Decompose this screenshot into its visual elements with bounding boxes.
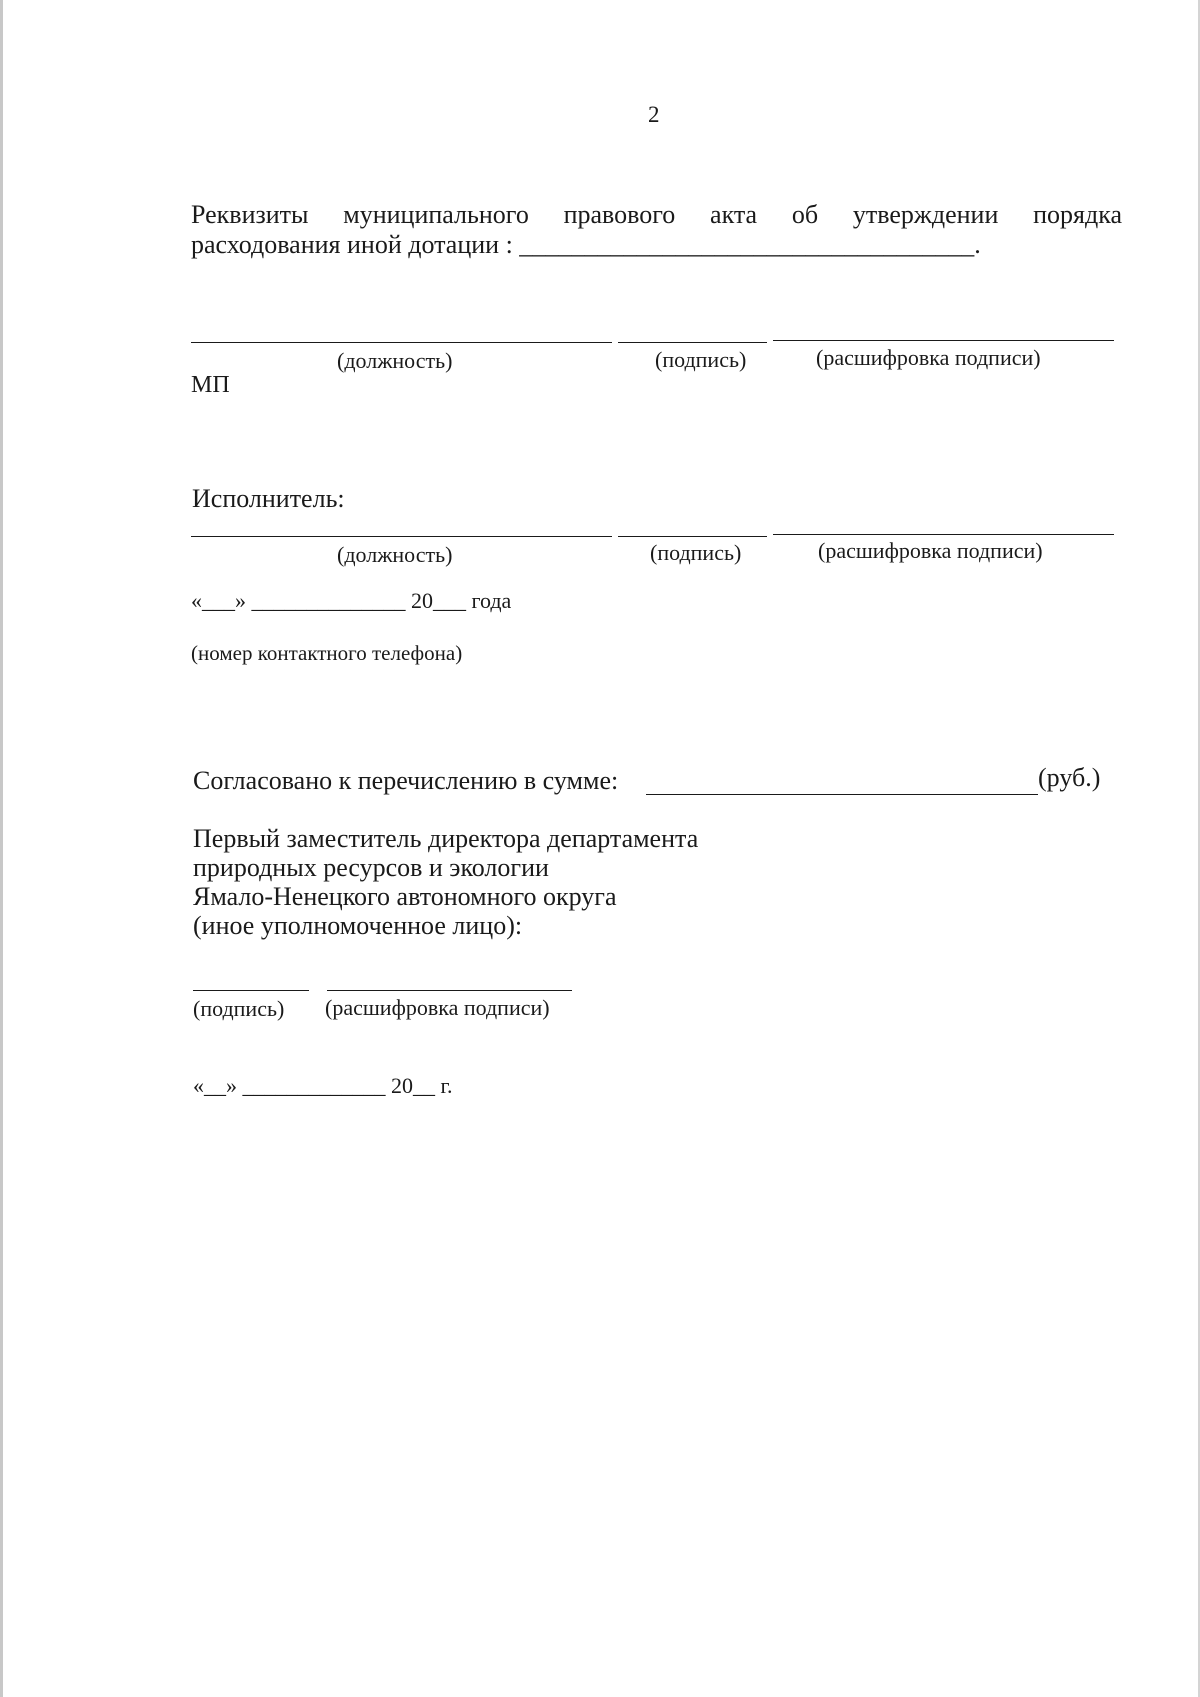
contact-phone-caption: (номер контактного телефона) (191, 641, 463, 665)
approver-title-line: Первый заместитель директора департамента (193, 824, 699, 853)
requisites-line-2: расходования иной дотации : ___________________________________. (191, 230, 981, 259)
approver-title-line: Ямало-Ненецкого автономного округа (193, 882, 617, 911)
approver-date: «__» _____________ 20__ г. (193, 1073, 453, 1098)
approver-title-line: (иное уполномоченное лицо): (193, 911, 523, 940)
signature-line (618, 342, 767, 343)
approver-title-line: природных ресурсов и экологии (193, 853, 549, 882)
requisites-word: Реквизиты (191, 200, 309, 229)
requisites-word: акта (710, 200, 758, 229)
executor-signature-caption: (подпись) (650, 540, 742, 565)
agreed-amount-unit: (руб.) (1038, 763, 1101, 792)
page-number: 2 (648, 102, 660, 127)
executor-signature-line (618, 536, 767, 537)
executor-position-line (191, 536, 612, 537)
page-edge-left (0, 0, 3, 1697)
executor-signature-decoding-line (773, 534, 1114, 535)
approver-title (193, 824, 698, 940)
requisites-word: правового (563, 200, 676, 229)
signature-caption: (подпись) (655, 347, 747, 372)
agreed-amount-line (646, 794, 1038, 795)
requisites-word: об (791, 200, 819, 229)
stamp-placeholder: МП (191, 372, 230, 398)
requisites-word: муниципального (343, 200, 529, 229)
approver-signature-line (193, 990, 309, 991)
requisites-word: порядка (1033, 200, 1123, 229)
approver-signature-caption: (подпись) (193, 996, 285, 1021)
signature-decoding-caption: (расшифровка подписи) (816, 345, 1041, 370)
executor-date: «___» ______________ 20___ года (191, 588, 512, 613)
requisites-word: утверждении (852, 200, 999, 229)
executor-position-caption: (должность) (337, 542, 453, 567)
signature-decoding-line (773, 340, 1114, 341)
approver-signature-decoding-line (327, 990, 572, 991)
requisites-line-1 (191, 200, 1122, 230)
approver-signature-decoding-caption: (расшифровка подписи) (325, 995, 550, 1020)
executor-heading: Исполнитель: (192, 484, 345, 513)
position-line (191, 342, 612, 343)
agreed-amount-label: Согласовано к перечислению в сумме: (193, 766, 619, 795)
executor-signature-decoding-caption: (расшифровка подписи) (818, 538, 1043, 563)
position-caption: (должность) (337, 348, 453, 373)
